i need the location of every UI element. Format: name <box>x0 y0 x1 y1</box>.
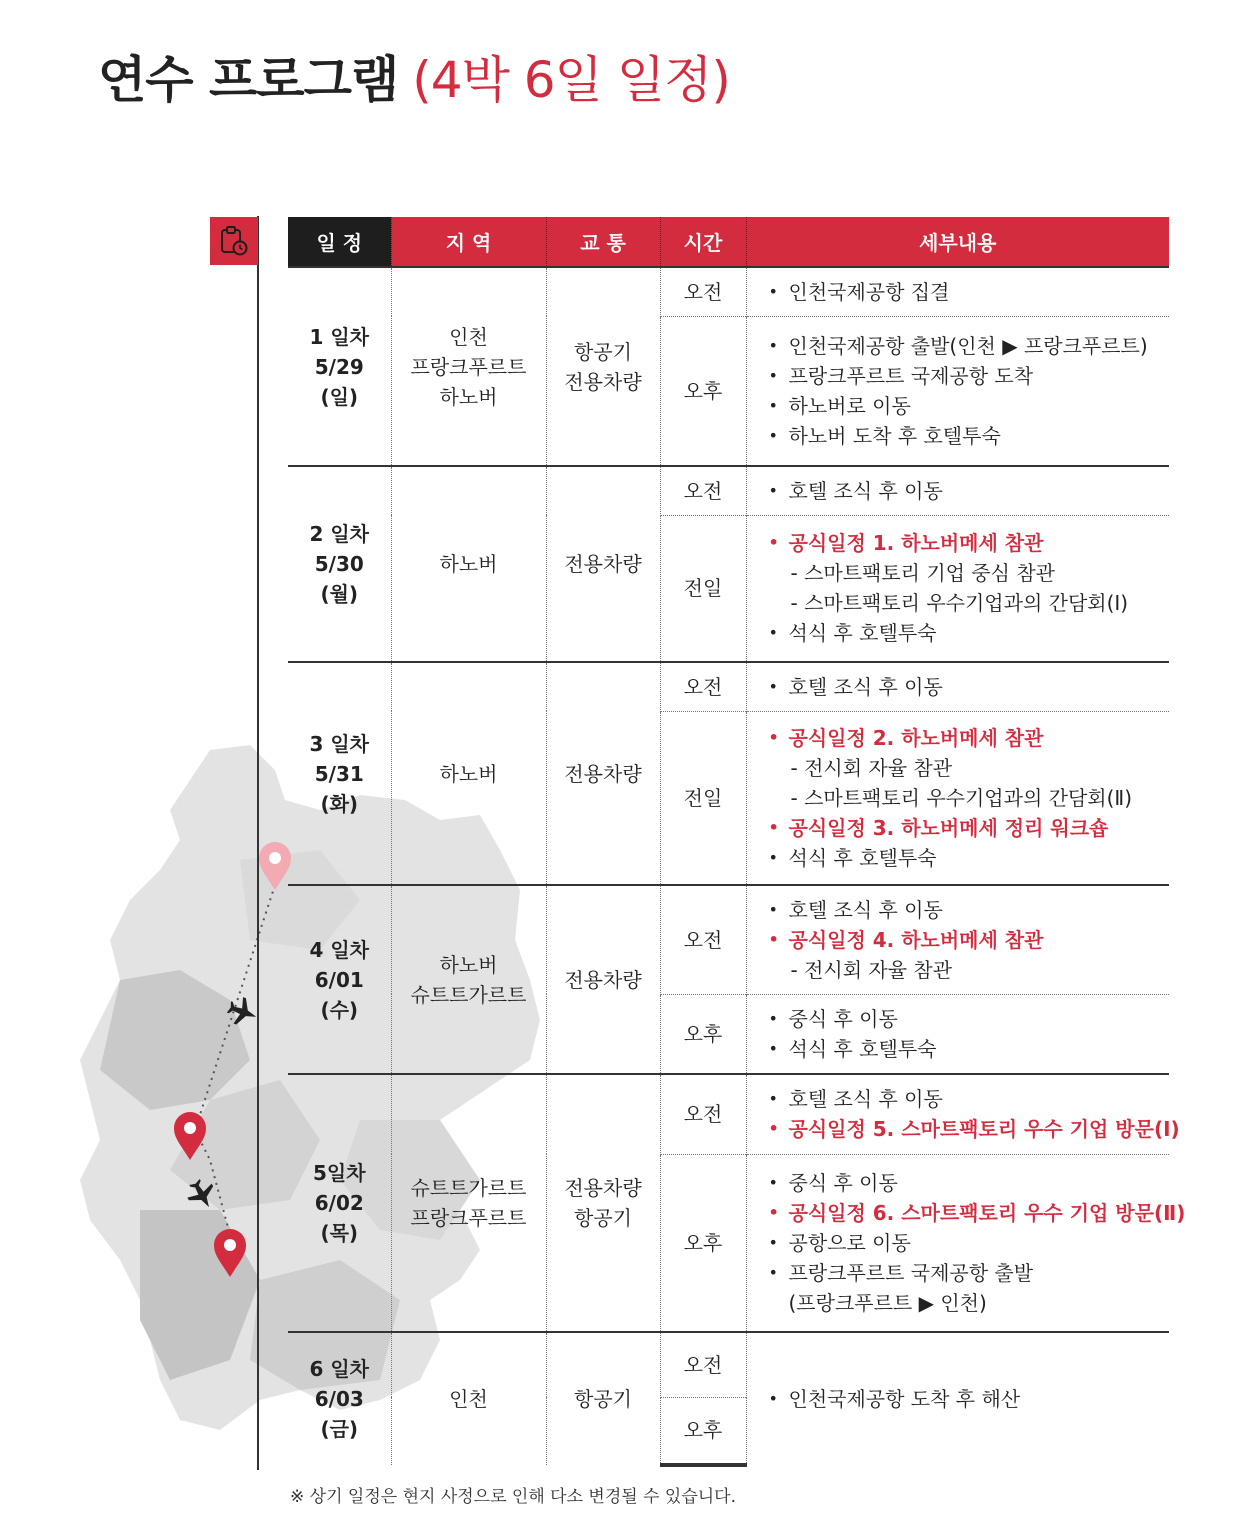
time-cell: 오후 <box>660 1154 746 1332</box>
region-cell <box>391 466 546 662</box>
detail-item: • 석식 후 호텔투숙 <box>769 618 1170 648</box>
detail-item: • 석식 후 호텔투숙 <box>769 843 1170 873</box>
detail-item: • 프랑크푸르트 국제공항 도착 <box>769 361 1170 391</box>
header-region: 지 역 <box>391 217 546 267</box>
detail-subitem: - 스마트팩토리 우수기업과의 간담회(Ⅰ) <box>790 591 1129 616</box>
time-cell: 오전 <box>660 1074 746 1154</box>
day-label: 3 일차 <box>309 731 370 756</box>
transport-cell <box>546 1332 660 1465</box>
day-label: (금) <box>320 1417 359 1441</box>
region-cell <box>391 1332 546 1465</box>
transport-mode: 항공기 <box>574 339 632 364</box>
day-label: 1 일차 <box>309 324 370 349</box>
region-cell <box>391 885 546 1074</box>
details-cell <box>746 267 1169 316</box>
transport-mode: 항공기 <box>574 1387 632 1411</box>
detail-item: • 호텔 조식 후 이동 <box>769 895 1170 925</box>
header-details: 세부내용 <box>746 217 1169 267</box>
detail-item: • 인천국제공항 출발(인천 ▶ 프랑크푸르트) <box>769 331 1170 361</box>
transport-cell <box>546 466 660 662</box>
detail-item: • 프랑크푸르트 국제공항 출발 <box>769 1258 1170 1288</box>
header-transport: 교 통 <box>546 217 660 267</box>
day-cell <box>288 885 391 1074</box>
day-label: 6 일차 <box>309 1357 370 1381</box>
time-cell: 오전 <box>660 267 746 316</box>
calendar-clock-icon <box>219 225 249 257</box>
transport-cell <box>546 662 660 885</box>
details-cell <box>746 466 1169 515</box>
region-name: 하노버 <box>439 384 498 409</box>
region-name: 인천 <box>449 1387 488 1411</box>
official-schedule-item: • 공식일정 4. 하노버메세 참관 <box>769 925 1170 955</box>
region-name: 슈트트가르트 <box>410 982 527 1007</box>
detail-item: • 호텔 조식 후 이동 <box>769 476 1170 506</box>
table-row <box>288 267 1169 316</box>
day-label: 5/29 <box>314 354 364 379</box>
day-cell <box>288 1332 391 1465</box>
detail-item: • 인천국제공항 집결 <box>769 277 1170 307</box>
details-cell <box>746 1074 1180 1154</box>
table-row <box>288 662 1169 711</box>
day-label: 5/30 <box>314 552 364 576</box>
detail-item: • 호텔 조식 후 이동 <box>769 1084 1170 1114</box>
region-name: 하노버 <box>439 952 498 977</box>
region-name: 슈트트가르트 <box>410 1176 527 1200</box>
official-schedule-item: • 공식일정 1. 하노버메세 참관 <box>769 528 1170 558</box>
region-name: 프랑크푸르트 <box>410 354 527 379</box>
transport-mode: 전용차량 <box>564 369 642 394</box>
time-cell: 오후 <box>660 316 746 466</box>
details-cell <box>746 994 1169 1074</box>
day-cell <box>288 662 391 885</box>
title-main: 연수 프로그램 <box>98 51 399 109</box>
time-cell: 오후 <box>660 994 746 1074</box>
footnote: ※ 상기 일정은 현지 사정으로 인해 다소 변경될 수 있습니다. <box>290 1487 736 1507</box>
transport-cell <box>546 267 660 466</box>
day-cell <box>288 267 391 466</box>
detail-continuation: (프랑크푸르트 ▶ 인천) <box>788 1290 987 1315</box>
time-cell: 전일 <box>660 711 746 885</box>
day-label: 4 일차 <box>309 937 370 962</box>
region-name: 프랑크푸르트 <box>410 1206 527 1230</box>
day-label: 6/03 <box>314 1387 364 1411</box>
table-header-row <box>288 217 1169 267</box>
transport-mode: 전용차량 <box>564 967 642 992</box>
day-cell <box>288 466 391 662</box>
day-label: 2 일차 <box>309 522 370 546</box>
official-schedule-item: • 공식일정 5. 스마트팩토리 우수 기업 방문(Ⅰ) <box>769 1114 1170 1144</box>
details-cell <box>746 515 1169 662</box>
day-label: (목) <box>320 1221 359 1245</box>
time-cell: 오전 <box>660 1332 746 1397</box>
detail-item: • 하노버로 이동 <box>769 391 1170 421</box>
title-sub: (4박 6일 일정) <box>412 51 730 109</box>
day-label: (수) <box>320 997 359 1022</box>
table-row <box>288 885 1169 994</box>
detail-item: • 중식 후 이동 <box>769 1004 1170 1034</box>
detail-item: • 인천국제공항 도착 후 해산 <box>769 1384 1170 1414</box>
time-cell: 오전 <box>660 885 746 994</box>
day-label: (월) <box>320 582 359 606</box>
time-cell: 오전 <box>660 662 746 711</box>
official-schedule-item: • 공식일정 3. 하노버메세 정리 워크숍 <box>769 813 1170 843</box>
transport-mode: 전용차량 <box>564 552 642 576</box>
region-name: 하노버 <box>439 761 498 786</box>
day-label: (화) <box>320 791 359 816</box>
transport-cell <box>546 1074 660 1332</box>
day-label: 5/31 <box>314 761 364 786</box>
calendar-badge <box>210 217 258 265</box>
detail-subitem: - 스마트팩토리 우수기업과의 간담회(Ⅱ) <box>790 785 1133 810</box>
time-cell: 전일 <box>660 515 746 662</box>
region-name: 하노버 <box>439 552 498 576</box>
details-cell <box>746 885 1169 994</box>
details-cell <box>746 316 1169 466</box>
timeline-divider <box>257 216 259 1470</box>
region-name: 인천 <box>449 324 488 349</box>
region-cell <box>391 267 546 466</box>
detail-item: • 하노버 도착 후 호텔투숙 <box>769 421 1170 451</box>
detail-item: • 석식 후 호텔투숙 <box>769 1034 1170 1064</box>
transport-mode: 전용차량 <box>564 761 642 786</box>
detail-subitem: - 스마트팩토리 기업 중심 참관 <box>790 561 1055 586</box>
header-time: 시간 <box>660 217 746 267</box>
day-label: (일) <box>320 384 359 409</box>
table-row <box>288 1332 1169 1397</box>
detail-item: • 중식 후 이동 <box>769 1168 1170 1198</box>
day-label: 6/01 <box>314 967 364 992</box>
header-schedule: 일 정 <box>288 217 391 267</box>
transport-mode: 항공기 <box>574 1206 632 1230</box>
details-cell <box>746 1154 1186 1332</box>
table-row <box>288 1074 1169 1154</box>
official-schedule-item: • 공식일정 2. 하노버메세 참관 <box>769 723 1170 753</box>
transport-cell <box>546 885 660 1074</box>
day-label: 5일차 <box>312 1161 366 1185</box>
detail-subitem: - 전시회 자율 참관 <box>790 957 953 982</box>
table-row <box>288 466 1169 515</box>
region-cell <box>391 662 546 885</box>
schedule-table <box>288 217 1186 1467</box>
details-cell <box>746 662 1169 711</box>
transport-mode: 전용차량 <box>564 1176 642 1200</box>
details-cell <box>746 1332 1169 1465</box>
day-cell <box>288 1074 391 1332</box>
details-cell <box>746 711 1169 885</box>
official-schedule-item: • 공식일정 6. 스마트팩토리 우수 기업 방문(Ⅱ) <box>769 1198 1170 1228</box>
time-cell: 오후 <box>660 1397 746 1465</box>
time-cell: 오전 <box>660 466 746 515</box>
region-cell <box>391 1074 546 1332</box>
detail-item: • 공항으로 이동 <box>769 1228 1170 1258</box>
day-label: 6/02 <box>314 1191 364 1215</box>
detail-subitem: - 전시회 자율 참관 <box>790 755 953 780</box>
page-title <box>98 40 730 112</box>
detail-item: • 호텔 조식 후 이동 <box>769 672 1170 702</box>
